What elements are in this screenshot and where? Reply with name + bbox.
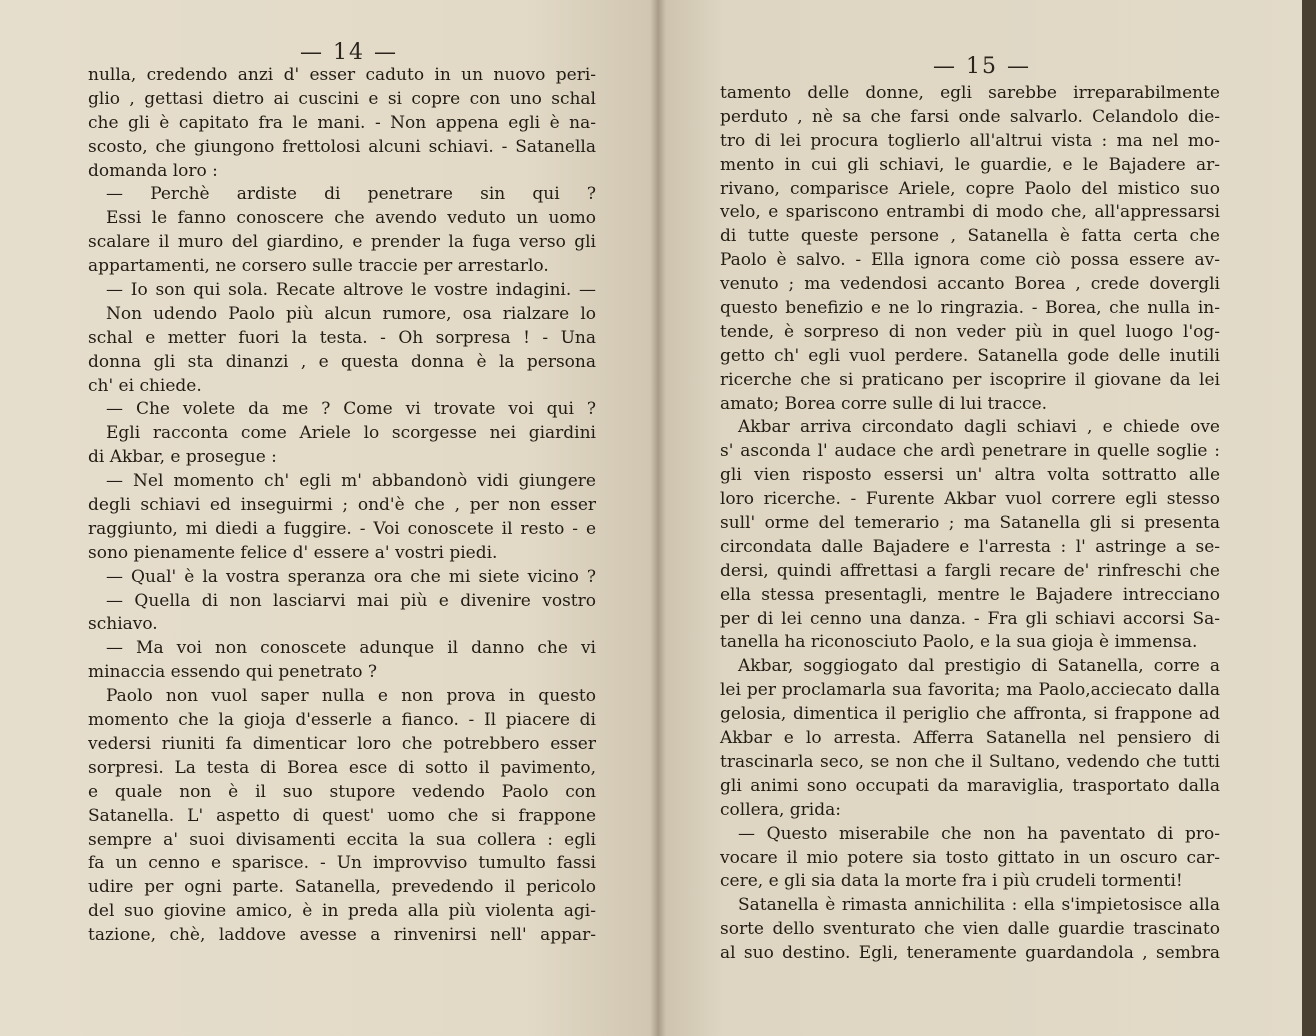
- text-line: amato; Borea corre sulle di lui tracce.: [720, 393, 1048, 414]
- text-line: getto ch' egli vuol perdere. Satanella gode delle inutili: [720, 345, 1220, 366]
- text-line: venuto ; ma vedendosi accanto Borea , crede dovergli: [720, 274, 1220, 295]
- text-line: gli vien risposto essersi un' altra volta sottratto alle: [720, 465, 1220, 486]
- right-page: [658, 0, 1316, 1036]
- text-line: tazione, chè, laddove avesse a rinvenirsi nell' appar-: [88, 925, 596, 946]
- text-line: scalare il muro del giardino, e prender la fuga verso gli: [88, 232, 596, 253]
- text-line: e quale non è il suo stupore vedendo Paolo con: [88, 781, 596, 802]
- text-line: raggiunto, mi diedi a fuggire. - Voi conoscete il resto - e: [88, 518, 596, 539]
- text-line: — Perchè ardiste di penetrare sin qui ?: [106, 184, 596, 205]
- text-line: trascinarla seco, se non che il Sultano, vedendo che tutti: [720, 751, 1220, 772]
- text-line: lei per proclamarla sua favorita; ma Paolo,acciecato dalla: [720, 680, 1220, 701]
- text-line: Essi le fanno conoscere che avendo veduto un uomo: [106, 208, 596, 229]
- text-line: appartamenti, ne corsero sulle traccie per arrestarlo.: [88, 256, 549, 277]
- text-line: — Ma voi non conoscete adunque il danno che vi: [106, 638, 596, 659]
- text-line: Akbar arriva circondato dagli schiavi , e chiede ove: [738, 417, 1220, 438]
- text-line: Satanella. L' aspetto di quest' uomo che si frappone: [88, 805, 596, 826]
- text-line: ch' ei chiede.: [88, 375, 202, 396]
- text-line: perduto , nè sa che farsi onde salvarlo. Celandolo die-: [720, 106, 1220, 127]
- text-line: donna gli sta dinanzi , e questa donna è la persona: [88, 351, 596, 372]
- text-line: collera, grida:: [720, 799, 841, 820]
- text-line: glio , gettasi dietro ai cuscini e si copre con uno schal: [88, 88, 596, 109]
- text-line: rivano, comparisce Ariele, copre Paolo del mistico suo: [720, 178, 1220, 199]
- text-line: circondata dalle Bajadere e l'arresta : l' astringe a se-: [720, 536, 1220, 557]
- text-line: sempre a' suoi divisamenti eccita la sua collera : egli: [88, 829, 596, 850]
- text-line: del suo giovine amico, è in preda alla più violenta agi-: [88, 901, 596, 922]
- text-line: domanda loro :: [88, 160, 218, 181]
- text-line: — Io son qui sola. Recate altrove le vostre indagini. —: [106, 280, 596, 301]
- text-line: sorpresi. La testa di Borea esce di sotto il pavimento,: [88, 757, 596, 778]
- text-line: al suo destino. Egli, teneramente guardandola , sembra: [720, 943, 1220, 964]
- text-line: Egli racconta come Ariele lo scorgesse nei giardini: [106, 423, 596, 444]
- text-line: di Akbar, e prosegue :: [88, 447, 277, 468]
- text-line: gelosia, dimentica il periglio che affronta, si frappone ad: [720, 704, 1220, 725]
- text-line: — Qual' è la vostra speranza ora che mi siete vicino ?: [106, 566, 596, 587]
- text-line: questo benefizio e ne lo ringrazia. - Borea, che nulla in-: [720, 298, 1220, 319]
- text-line: tro di lei procura toglierlo all'altrui vista : ma nel mo-: [720, 130, 1220, 151]
- text-line: — Che volete da me ? Come vi trovate voi qui ?: [106, 399, 596, 420]
- page-number: — 14 —: [300, 40, 398, 65]
- text-line: mento in cui gli schiavi, le guardie, e le Bajadere ar-: [720, 154, 1220, 175]
- text-line: fa un cenno e sparisce. - Un improvviso tumulto fassi: [88, 853, 596, 874]
- text-line: — Nel momento ch' egli m' abbandonò vidi giungere: [106, 471, 596, 492]
- text-line: velo, e spariscono entrambi di modo che, all'appressarsi: [720, 202, 1220, 223]
- text-line: Non udendo Paolo più alcun rumore, osa rialzare lo: [106, 303, 596, 324]
- text-line: tamento delle donne, egli sarebbe irreparabilmente: [720, 83, 1220, 103]
- page-text: [720, 82, 1220, 966]
- book-gutter: [650, 0, 666, 1036]
- text-line: di tutte queste persone , Satanella è fatta certa che: [720, 226, 1220, 247]
- text-line: loro ricerche. - Furente Akbar vuol correre egli stesso: [720, 489, 1220, 510]
- text-line: momento che la gioja d'esserle a fianco. - Il piacere di: [88, 710, 596, 731]
- text-line: — Quella di non lasciarvi mai più e divenire vostro: [106, 590, 596, 611]
- page-edge: [1302, 0, 1316, 1036]
- page-number: — 15 —: [933, 54, 1031, 79]
- text-line: cere, e gli sia data la morte fra i più crudeli tormenti!: [720, 871, 1183, 892]
- text-line: schal e metter fuori la testa. - Oh sorpresa ! - Una: [88, 327, 596, 348]
- text-line: Akbar e lo arresta. Afferra Satanella nel pensiero di: [720, 728, 1220, 749]
- text-line: nulla, credendo anzi d' esser caduto in un nuovo peri-: [88, 65, 596, 85]
- text-line: s' asconda l' audace che ardì penetrare in quelle soglie :: [720, 441, 1220, 462]
- text-line: udire per ogni parte. Satanella, prevedendo il pericolo: [88, 877, 596, 898]
- text-line: gli animi sono occupati da maraviglia, trasportato dalla: [720, 775, 1220, 796]
- text-line: — Questo miserabile che non ha paventato di pro-: [738, 823, 1220, 844]
- text-line: per di lei cenno una danza. - Fra gli schiavi accorsi Sa-: [720, 608, 1220, 629]
- text-line: ricerche che si praticano per iscoprire il giovane da lei: [720, 369, 1220, 390]
- text-line: minaccia essendo qui penetrato ?: [88, 662, 377, 683]
- page-text: [88, 64, 596, 948]
- text-line: Paolo non vuol saper nulla e non prova in questo: [106, 686, 596, 707]
- text-line: tanella ha riconosciuto Paolo, e la sua gioja è immensa.: [720, 632, 1198, 653]
- text-line: sono pienamente felice d' essere a' vostri piedi.: [88, 542, 498, 563]
- text-line: Akbar, soggiogato dal prestigio di Satanella, corre a: [738, 656, 1220, 677]
- text-line: Satanella è rimasta annichilita : ella s'impietosisce alla: [738, 895, 1220, 916]
- text-line: vocare il mio potere sia tosto gittato in un oscuro car-: [720, 847, 1220, 868]
- text-line: vedersi riuniti fa dimenticar loro che potrebbero esser: [88, 733, 596, 754]
- text-line: schiavo.: [88, 614, 158, 635]
- text-line: ella stessa presentagli, mentre le Bajadere intrecciano: [720, 584, 1220, 605]
- text-line: Paolo è salvo. - Ella ignora come ciò possa essere av-: [720, 250, 1220, 271]
- text-line: scosto, che giungono frettolosi alcuni schiavi. - Satanella: [88, 136, 596, 157]
- text-line: sull' orme del temerario ; ma Satanella gli si presenta: [720, 513, 1220, 534]
- text-line: degli schiavi ed inseguirmi ; ond'è che , per non esser: [88, 495, 596, 516]
- text-line: dersi, quindi affrettasi a fargli recare de' rinfreschi che: [720, 560, 1220, 581]
- text-line: sorte dello sventurato che vien dalle guardie trascinato: [720, 919, 1220, 940]
- text-line: che gli è capitato fra le mani. - Non appena egli è na-: [88, 112, 596, 133]
- text-line: tende, è sorpreso di non veder più in quel luogo l'og-: [720, 321, 1220, 342]
